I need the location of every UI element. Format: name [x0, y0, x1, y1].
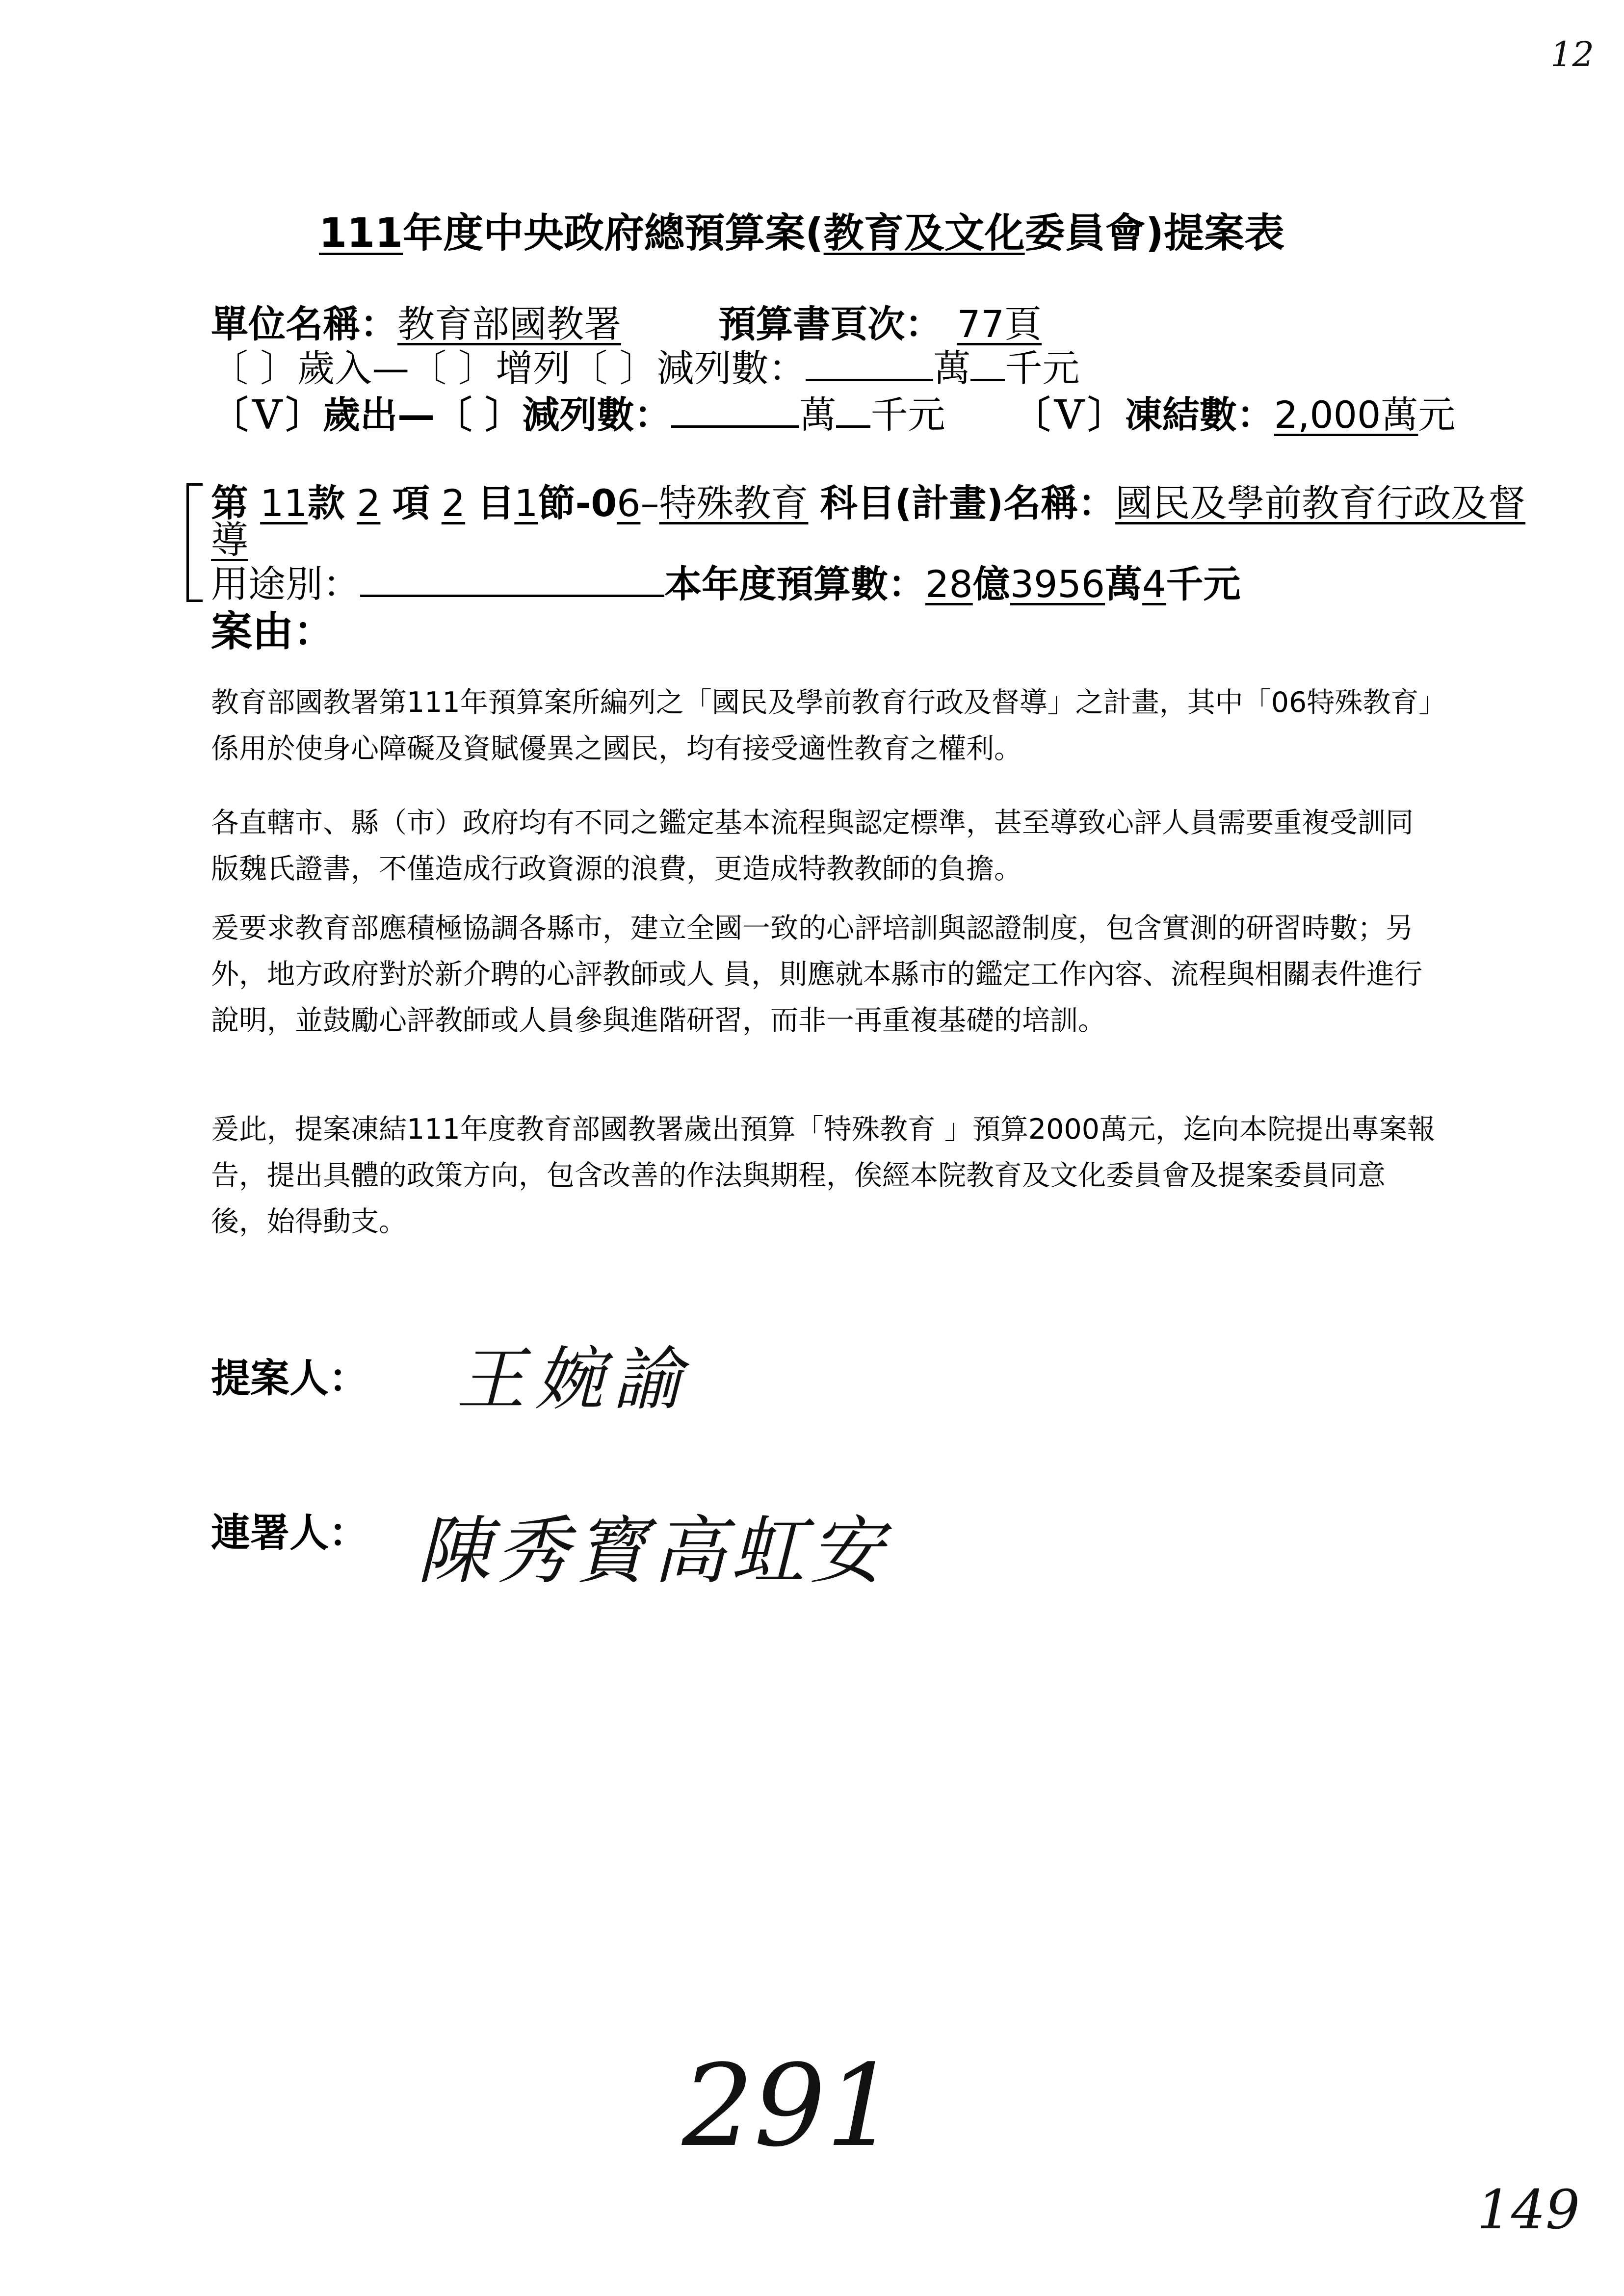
usage-blank: [360, 564, 664, 597]
budget-qian-num: 4: [1142, 562, 1166, 606]
title-part1: 年度中央政府總預算案(: [403, 210, 824, 257]
budget-yi-num: 28: [925, 562, 973, 606]
proposer-label: 提案人：: [211, 1356, 368, 1401]
item-bracket: [186, 483, 203, 602]
title-committee: 教育及文化: [823, 210, 1025, 257]
corner-page-mark: 12: [1550, 34, 1595, 75]
cosigner-label: 連署人：: [211, 1510, 368, 1556]
budget-label: 本年度預算數：: [664, 562, 925, 606]
paragraph-3: 爰要求教育部應積極協調各縣市，建立全國一致的心評培訓與認證制度，包含實測的研習時數；另外，地方政府對於新介聘的心評教師或人 員，則應就本縣市的鑑定工作內容、流程與相關表件進行說明，並鼓勵心評教師或人員參與進階研習，而非一再重複基礎的培訓。: [211, 912, 1423, 1037]
corner-bottom-mark: 149: [1477, 2178, 1580, 2241]
budget-wan-num: 3956: [1010, 562, 1105, 606]
item-xiang-num: 2: [357, 481, 381, 525]
revenue-prefix: 〔 〕歲入—〔 〕增列〔 〕減列數：: [211, 346, 806, 390]
paragraph-2: 各直轄市、縣（市）政府均有不同之鑑定基本流程與認定標準，甚至導致心評人員需要重複受訓同版魏氏證書，不僅造成行政資源的浪費，更造成特教教師的負擔。: [211, 807, 1414, 885]
page-title: [319, 201, 1284, 259]
handwritten-page-number: 291: [682, 2041, 897, 2172]
item-xiang: 項: [392, 481, 430, 525]
item-name: 特殊教育: [659, 481, 809, 525]
revenue-qian: 千元: [1005, 346, 1080, 390]
freeze-label: 〔Ｖ〕凍結數：: [1013, 393, 1274, 437]
item-kuan: 款: [307, 481, 345, 525]
title-part2: 委員會)提案表: [1024, 210, 1285, 257]
expense-wan: 萬: [799, 393, 837, 437]
budget-qian: 千元: [1166, 562, 1241, 606]
budget-item-line: [211, 473, 1525, 527]
item-code: 6: [617, 481, 641, 525]
plan-value: 國民及學前教育行政及督: [1115, 481, 1526, 525]
budget-yi: 億: [972, 562, 1010, 606]
revenue-qian-blank: [970, 348, 1005, 381]
item-di: 第: [211, 481, 248, 525]
usage-label: 用途別：: [211, 562, 360, 606]
expense-qian-blank: [836, 395, 870, 428]
usage-line: [211, 554, 1241, 608]
plan-label: 科目(計畫)名稱：: [820, 481, 1116, 525]
unit-label: 單位名稱：: [211, 302, 397, 346]
revenue-wan-blank: [806, 348, 933, 381]
item-mu: 目: [477, 481, 515, 525]
item-kuan-num: 11: [260, 481, 308, 525]
reason-label: 案由：: [211, 607, 335, 655]
cosigner-signature: 陳秀寳高虹安: [417, 1509, 889, 1594]
expense-prefix: 〔Ｖ〕歲出—〔 〕減列數：: [211, 393, 672, 437]
freeze-value: 2,000萬: [1274, 393, 1418, 437]
item-dash: –: [640, 481, 659, 525]
item-mu-num: 2: [441, 481, 466, 525]
budget-wan: 萬: [1105, 562, 1143, 606]
expense-line: [211, 385, 1455, 439]
revenue-wan: 萬: [933, 346, 971, 390]
expense-qian: 千元: [870, 393, 945, 437]
title-year: 111: [319, 210, 403, 257]
page-label: 預算書頁次：: [718, 302, 943, 346]
paragraph-4: 爰此，提案凍結111年度教育部國教署歲出預算「特殊教育 」預算2000萬元，迄向本院提出專案報告，提出具體的政策方向，包含改善的作法與期程，俟經本院教育及文化委員會及提案委員同意後，始得動支。: [211, 1113, 1435, 1238]
plan-value-continued: 導: [211, 518, 248, 562]
item-jie-num: 1: [514, 481, 538, 525]
page-value: 77頁: [957, 302, 1042, 346]
unit-value: 教育部國教署: [397, 302, 621, 346]
revenue-line: [211, 339, 1079, 392]
paragraph-1: 教育部國教署第111年預算案所編列之「國民及學前教育行政及督導」之計畫，其中「06特殊教育」係用於使身心障礙及資賦優異之國民，均有接受適性教育之權利。: [211, 686, 1433, 765]
item-jie: 節-0: [538, 481, 617, 525]
expense-wan-blank: [671, 395, 799, 428]
proposer-signature: 王婉諭: [456, 1340, 692, 1420]
freeze-unit: 元: [1418, 393, 1456, 437]
